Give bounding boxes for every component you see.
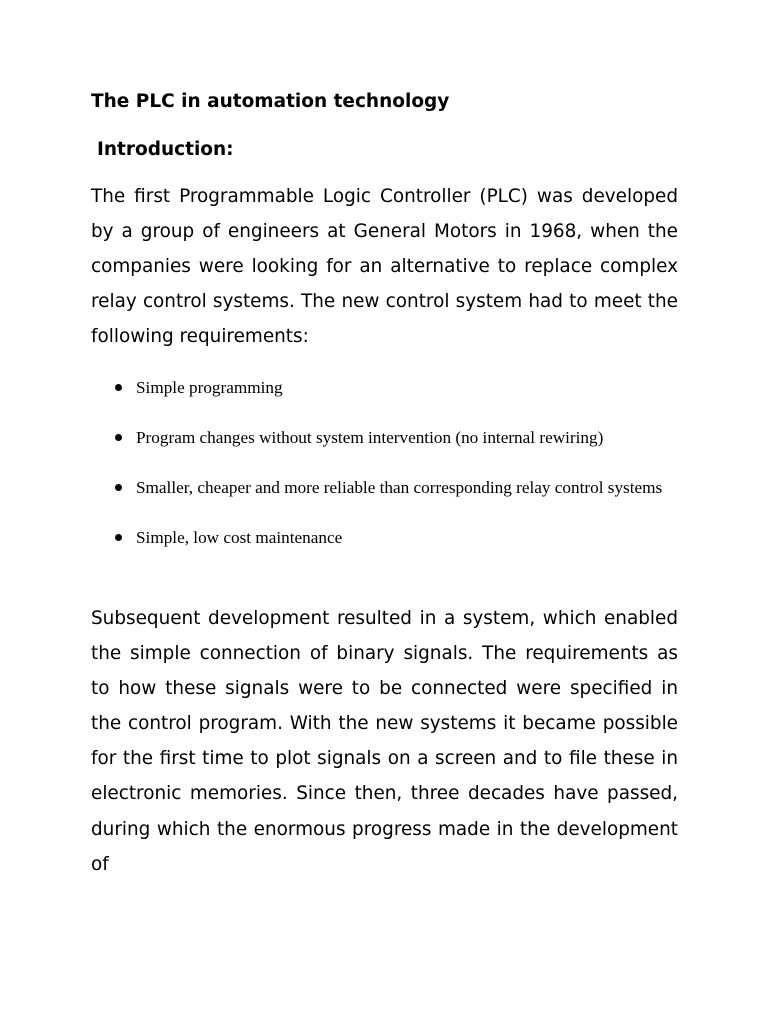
requirement-text: Simple, low cost maintenance xyxy=(136,528,343,547)
bullet-icon xyxy=(115,534,122,541)
requirement-text: Simple programming xyxy=(136,378,283,397)
requirement-item xyxy=(114,421,694,455)
requirement-item xyxy=(114,471,694,505)
requirement-text: Program changes without system intervention (no internal rewiring) xyxy=(136,428,604,447)
requirement-item xyxy=(114,371,694,405)
bullet-icon xyxy=(115,484,122,491)
intro-paragraph: The first Programmable Logic Controller (PLC) was developed by a group of engineers at General Motors in 1968, when the companies were looking for an alternative to replace complex relay control systems. The new control system had to meet the following requirements: xyxy=(91,186,678,348)
bullet-icon xyxy=(115,384,122,391)
requirement-item xyxy=(114,521,694,555)
section-heading: Introduction: xyxy=(97,139,234,160)
requirements-list xyxy=(114,371,694,571)
document-title: The PLC in automation technology xyxy=(91,91,450,112)
requirement-text: Smaller, cheaper and more reliable than corresponding relay control systems xyxy=(136,478,663,497)
followup-paragraph: Subsequent development resulted in a system, which enabled the simple connection of binary signals. The requirements as to how these signals were to be connected were specified in the control program. With the new systems it became possible for the first time to plot signals on a screen and to file these in electronic memories. Since then, three decades have passed, during which the enormous progress made in the development of xyxy=(91,608,678,875)
bullet-icon xyxy=(115,434,122,441)
